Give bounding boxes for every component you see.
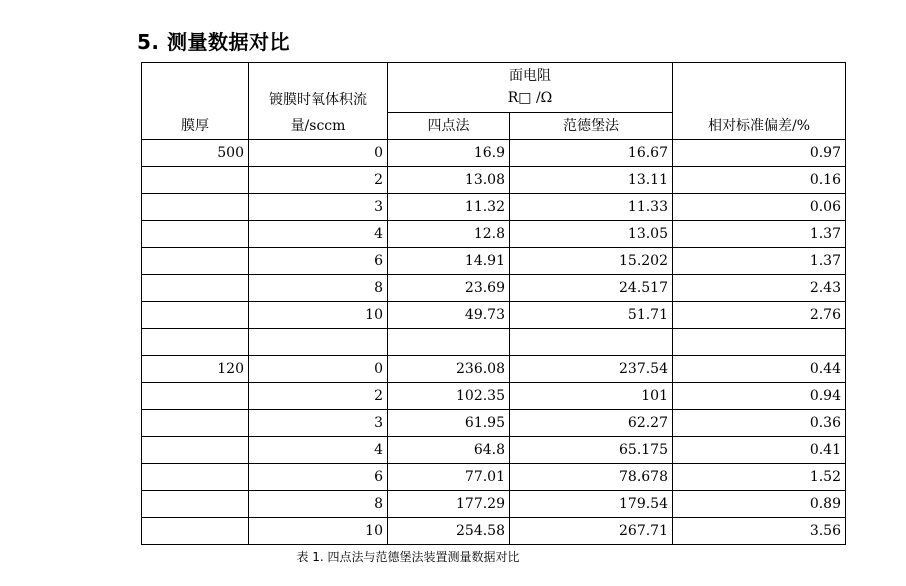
table-row xyxy=(142,491,846,518)
van-der-pauw-cell: 267.71 xyxy=(510,518,673,545)
van-der-pauw-cell: 13.05 xyxy=(510,221,673,248)
four-point-cell: 254.58 xyxy=(388,518,510,545)
flow-cell: 6 xyxy=(249,248,388,275)
relative-std-cell: 0.16 xyxy=(673,167,846,194)
flow-cell: 4 xyxy=(249,437,388,464)
relative-std-cell: 0.44 xyxy=(673,356,846,383)
table-row xyxy=(142,302,846,329)
four-point-cell: 64.8 xyxy=(388,437,510,464)
thickness-cell xyxy=(142,329,249,356)
table-row xyxy=(142,437,846,464)
van-der-pauw-cell: 51.71 xyxy=(510,302,673,329)
table-row xyxy=(142,410,846,437)
van-der-pauw-cell: 65.175 xyxy=(510,437,673,464)
van-der-pauw-cell: 11.33 xyxy=(510,194,673,221)
van-der-pauw-cell: 16.67 xyxy=(510,140,673,167)
table-row xyxy=(142,275,846,302)
van-der-pauw-cell: 24.517 xyxy=(510,275,673,302)
four-point-cell: 12.8 xyxy=(388,221,510,248)
van-der-pauw-cell: 237.54 xyxy=(510,356,673,383)
flow-cell: 10 xyxy=(249,518,388,545)
table-row xyxy=(142,383,846,410)
thickness-cell xyxy=(142,437,249,464)
header-oxygen-flow-line1: 镀膜时氧体积流 xyxy=(269,92,367,108)
four-point-cell: 49.73 xyxy=(388,302,510,329)
table-row xyxy=(142,518,846,545)
header-row-1 xyxy=(142,63,846,113)
four-point-cell: 102.35 xyxy=(388,383,510,410)
flow-cell: 3 xyxy=(249,410,388,437)
header-van-der-pauw: 范德堡法 xyxy=(510,112,673,139)
relative-std-cell: 1.52 xyxy=(673,464,846,491)
thickness-cell xyxy=(142,383,249,410)
van-der-pauw-cell: 62.27 xyxy=(510,410,673,437)
relative-std-cell: 0.94 xyxy=(673,383,846,410)
relative-std-cell xyxy=(673,329,846,356)
header-sheet-resistance xyxy=(388,63,673,113)
four-point-cell: 13.08 xyxy=(388,167,510,194)
relative-std-cell: 1.37 xyxy=(673,248,846,275)
table-row xyxy=(142,194,846,221)
relative-std-cell: 0.06 xyxy=(673,194,846,221)
table-row xyxy=(142,356,846,383)
thickness-cell xyxy=(142,167,249,194)
flow-cell: 8 xyxy=(249,275,388,302)
table-row xyxy=(142,167,846,194)
table-row xyxy=(142,140,846,167)
relative-std-cell: 0.97 xyxy=(673,140,846,167)
thickness-cell xyxy=(142,275,249,302)
relative-std-cell: 2.43 xyxy=(673,275,846,302)
header-oxygen-flow xyxy=(249,63,388,140)
relative-std-cell: 2.76 xyxy=(673,302,846,329)
thickness-cell: 120 xyxy=(142,356,249,383)
van-der-pauw-cell: 15.202 xyxy=(510,248,673,275)
flow-cell xyxy=(249,329,388,356)
header-four-point: 四点法 xyxy=(388,112,510,139)
section-heading: 5. 测量数据对比 xyxy=(137,30,290,54)
four-point-cell: 16.9 xyxy=(388,140,510,167)
table-row xyxy=(142,248,846,275)
flow-cell: 8 xyxy=(249,491,388,518)
table-row xyxy=(142,464,846,491)
relative-std-cell: 3.56 xyxy=(673,518,846,545)
table-caption xyxy=(0,548,906,565)
table-row xyxy=(142,221,846,248)
header-relative-std: 相对标准偏差/% xyxy=(673,63,846,140)
thickness-cell xyxy=(142,410,249,437)
four-point-cell: 61.95 xyxy=(388,410,510,437)
four-point-cell: 14.91 xyxy=(388,248,510,275)
thickness-cell xyxy=(142,221,249,248)
four-point-cell: 77.01 xyxy=(388,464,510,491)
four-point-cell: 177.29 xyxy=(388,491,510,518)
flow-cell: 10 xyxy=(249,302,388,329)
flow-cell: 0 xyxy=(249,140,388,167)
four-point-cell: 23.69 xyxy=(388,275,510,302)
flow-cell: 2 xyxy=(249,167,388,194)
flow-cell: 2 xyxy=(249,383,388,410)
van-der-pauw-cell: 101 xyxy=(510,383,673,410)
flow-cell: 3 xyxy=(249,194,388,221)
header-thickness: 膜厚 xyxy=(142,63,249,140)
relative-std-cell: 1.37 xyxy=(673,221,846,248)
thickness-cell xyxy=(142,248,249,275)
header-sheet-resistance-line2: R□ /Ω xyxy=(507,90,553,107)
van-der-pauw-cell: 179.54 xyxy=(510,491,673,518)
flow-cell: 4 xyxy=(249,221,388,248)
thickness-cell xyxy=(142,491,249,518)
van-der-pauw-cell: 13.11 xyxy=(510,167,673,194)
relative-std-cell: 0.89 xyxy=(673,491,846,518)
van-der-pauw-cell: 78.678 xyxy=(510,464,673,491)
thickness-cell xyxy=(142,518,249,545)
header-oxygen-flow-line2: 量/sccm xyxy=(290,118,346,134)
flow-cell: 0 xyxy=(249,356,388,383)
relative-std-cell: 0.36 xyxy=(673,410,846,437)
four-point-cell: 236.08 xyxy=(388,356,510,383)
measurement-table xyxy=(141,62,846,545)
flow-cell: 6 xyxy=(249,464,388,491)
header-sheet-resistance-line1: 面电阻 xyxy=(509,68,551,85)
table-caption-text: 表 1. 四点法与范德堡法装置测量数据对比 xyxy=(296,550,520,564)
relative-std-cell: 0.41 xyxy=(673,437,846,464)
thickness-cell xyxy=(142,302,249,329)
four-point-cell xyxy=(388,329,510,356)
thickness-cell xyxy=(142,194,249,221)
van-der-pauw-cell xyxy=(510,329,673,356)
table-row xyxy=(142,329,846,356)
four-point-cell: 11.32 xyxy=(388,194,510,221)
thickness-cell xyxy=(142,464,249,491)
thickness-cell: 500 xyxy=(142,140,249,167)
